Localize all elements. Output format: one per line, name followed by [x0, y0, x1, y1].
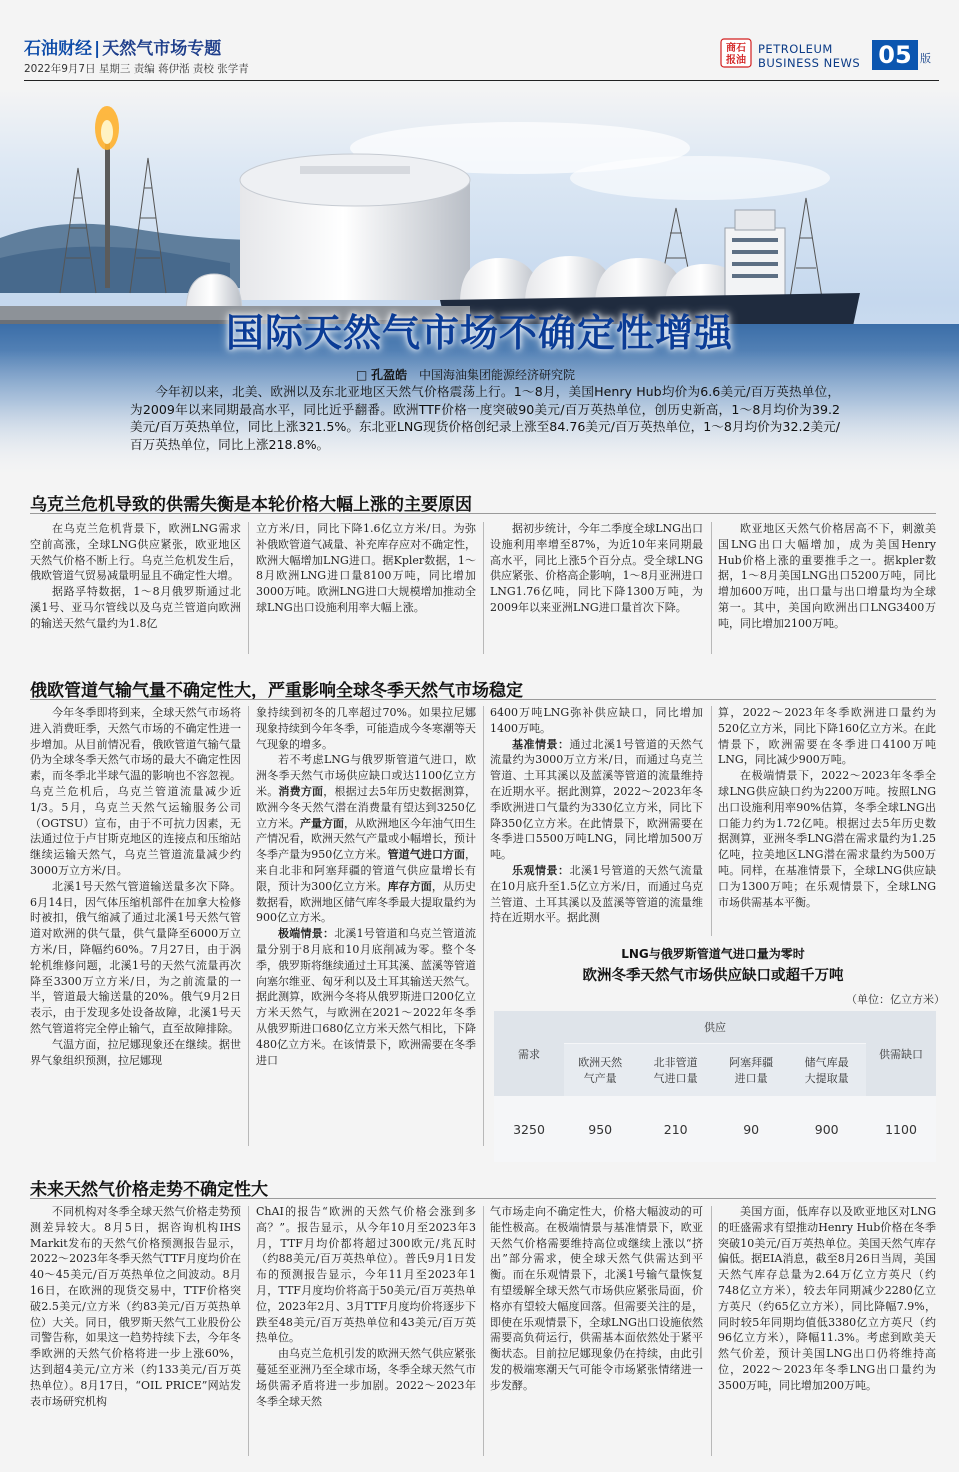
column-divider [248, 706, 249, 1146]
page-suffix: 版 [920, 52, 931, 65]
paragraph: 不同机构对冬季全球天然气价格走势预测差异较大。8月5日，据咨询机构IHS Markit发布的天然气价格预测报告显示，2022～2023年冬季天然气TTF月度均价在40～45美元/百万英热单位之间波动。8月16日，在欧洲的现货交易中，TTF价格突破2.5美元/立方米（约83美元/百万英热单位）大关。同日，俄罗斯天然气工业股份公司警告称，如果这一趋势持续下去，今年冬季欧洲的天然气价格将进一步上涨60%，达到超4美元/立方米（约133美元/百万英热单位）。8月17日，“OIL PRICE”网站发表市场研究机构 [30, 1205, 241, 1408]
paper-name [758, 42, 860, 70]
table-subtitle: LNG与俄罗斯管道气进口量为零时 [621, 947, 805, 961]
byline [356, 366, 575, 383]
bold-lead-in: 库存方面 [387, 879, 432, 893]
table-title: 欧洲冬季天然气市场供应缺口或超千万吨 [582, 968, 844, 984]
author-name: 孔盈皓 [371, 368, 408, 382]
bold-lead-in: 产量方面 [300, 816, 344, 830]
column-divider [711, 1206, 712, 1456]
dateline: 2022年9月7日 星期三 责编 蒋伊湉 责校 张学青 [24, 63, 249, 75]
paper-name-line2: BUSINESS NEWS [758, 56, 861, 70]
column-divider [483, 522, 484, 654]
column-divider [711, 706, 712, 936]
header-supply: 供应 [564, 1011, 866, 1044]
section2-column-1 [30, 705, 241, 1068]
section2-column-2 [256, 705, 476, 1068]
newspaper-logo-icon [720, 38, 752, 68]
cell-north-africa-import: 210 [663, 1121, 688, 1137]
bold-lead-in: 乐观情景： [512, 863, 570, 877]
paragraph: 在极端情景下，2022～2023年冬季全球LNG供应缺口约为2200万吨。按照LNG出口设施利用率90%估算，冬季全球LNG出口能力约为1.72亿吨。根据过去5年历史数据测算，亚洲冬季LNG潜在需求量约为1.25亿吨，拉美地区LNG潜在需求量约为500万吨。同样，在基准情景下，全球LNG供应缺口为1300万吨；在乐观情景下，全球LNG市场供需基本平衡。 [718, 769, 936, 909]
section-name: 天然气市场专题 [102, 39, 222, 59]
paragraph: 气市场走向不确定性大，价格大幅波动的可能性极高。在极端情景与基准情景下，欧亚天然气价格需要维持高位或继续上涨以“挤出”部分需求，使全球天然气供需达到平衡。而在乐观情景下，北溪1号输气量恢复有望缓解全球天然气市场供应紧张局面，价格亦有望较大幅度回落。但需要关注的是，即使在乐观情景下，全球LNG出口设施依然需要高负荷运行，供需基本面依然处于紧平衡状态。目前拉尼娜现象仍在持续，由此引发的极端寒潮天气可能令市场紧张情绪进一步发酵。 [490, 1205, 703, 1392]
paragraph: 美国方面，低库存以及欧亚地区对LNG的旺盛需求有望推动Henry Hub价格在冬季突破10美元/百万英热单位。美国天然气库存偏低。据EIA消息，截至8月26日当周，美国天然气库存总量为2.64万亿立方英尺（约748亿立方米），较去年同期减少2280亿立方英尺（约65亿立方米），同比降幅7.9%，同时较5年同期均值低3380亿立方英尺（约96亿立方米），降幅11.3%。考虑到欧美天然气价差，预计美国LNG出口仍将维持高位，2022～2023年冬季LNG出口量约为3500万吨，同比增加200万吨。 [718, 1205, 936, 1392]
paper-name-line1: PETROLEUM [758, 42, 833, 56]
paragraph [256, 752, 476, 926]
article-lede: 今年初以来，北美、欧洲以及东北亚地区天然气价格震荡上行。1～8月，美国Henry Hub均价为6.6美元/百万英热单位，为2009年以来同期最高水平，同比近乎翻番。欧洲TTF价格一度突破90美元/百万英热单位，创历史新高，1～8月均价为39.2美元/百万英热单位，同比上涨321.5%。东北亚LNG现货价格创纪录上涨至84.76美元/百万英热单位，1～8月均价为32.2美元/百万英热单位，同比上涨218.8%。 [130, 384, 840, 452]
cell-eu-production: 950 [588, 1121, 613, 1137]
bold-lead-in: 消费方面 [278, 784, 324, 798]
author-affiliation: 中国海油集团能源经济研究院 [419, 368, 576, 382]
column-divider [483, 706, 484, 1146]
paragraph: 气温方面，拉尼娜现象还在继续。据世界气象组织预测，拉尼娜现 [30, 1037, 241, 1067]
paragraph: ChAI的报告“欧洲的天然气价格会涨到多高？”。报告显示，从今年10月至2023年3月，TTF月均价都将超过300欧元/兆瓦时（约88美元/百万英热单位）。普氏9月1日发布的预测报告显示，今年11月至2023年1月，TTF月度均价将高于50美元/百万英热单位，2023年2月、3月TTF月度均价将逐步下跌至48美元/百万英热单位和43美元/百万英热单位。 [256, 1205, 476, 1345]
paragraph: 欧亚地区天然气价格居高不下，刺激美国LNG出口大幅增加，成为美国Henry Hub价格上涨的重要推手之一。据kpler数据，1～8月美国LNG出口5200万吨，同比增加600万吨，出口量与出口增量均为全球第一。其中，美国向欧洲出口LNG3400万吨，同比增加2100万吨。 [718, 522, 936, 630]
masthead-divider: | [94, 39, 101, 59]
table-row [494, 1096, 936, 1162]
section3-column-2 [256, 1204, 476, 1409]
bold-lead-in: 基准情景： [512, 737, 570, 751]
brand-name: 石油财经 [24, 39, 92, 59]
header-storage-withdrawal: 储气库最大提取量 [804, 1056, 849, 1085]
paragraph: 6400万吨LNG弥补供应缺口，同比增加1400万吨。 [490, 706, 703, 735]
section2-column-4 [718, 705, 936, 910]
page-number-badge: 05 [872, 40, 918, 70]
paragraph: 北溪1号天然气管道输送量多次下降。6月14日，因气体压缩机部件在加拿大检修时被扣，俄气缩减了通过北溪1号天然气管道对欧洲的供气量，供气量降至6000万立方米/日，降幅约60%。7月27日，由于涡轮机维修问题，北溪1号的天然气流量再次降至3300万立方米/日，为之前流量的一半，管道最大输送量的20%。俄气9月2日表示，由于发现多处设备故障，北溪1号天然气管道将完全停止输气，直至故障排除。 [30, 879, 241, 1035]
section3-column-1 [30, 1204, 241, 1409]
section3-rule [30, 1198, 936, 1199]
section3-column-4 [718, 1204, 936, 1394]
paragraph: 象持续到初冬的几率超过70%。如果拉尼娜现象持续到今年冬季，可能造成今冬寒潮等天气现象的增多。 [256, 706, 476, 751]
section3-heading: 未来天然气价格走势不确定性大 [30, 1180, 268, 1200]
article-title: 国际天然气市场不确定性增强 [225, 311, 733, 355]
paragraph: 今年冬季即将到来，全球天然气市场将进入消费旺季，天然气市场的不确定性进一步增加。从目前情况看，俄欧管道气输气量仍为全球冬季天然气市场的最大不确定性因素，而冬季北半球气温的影响也不容忽视。乌克兰危机后，乌克兰管道流量减少近1/3。5月，乌克兰天然气运输服务公司（OGTSU）宣布，由于不可抗力因素，无法通过位于卢甘斯克地区的连接点和压缩站继续运输天然气，乌克兰管道流量减少约3000万立方米/日。 [30, 706, 241, 877]
cell-gap: 1100 [885, 1121, 917, 1137]
paragraph: 算，2022～2023年冬季欧洲进口量约为520亿立方米，同比下降160亿立方米。在此情景下，欧洲需要在冬季进口4100万吨LNG，同比减少900万吨。 [718, 706, 936, 767]
text-run: ，根据过去5年历史数据测算，欧洲今冬天然气潜在消费量有望达到3250亿立方米。 [256, 784, 477, 830]
paragraph [490, 863, 703, 926]
header-demand: 需求 [518, 1047, 540, 1061]
text-run: 通过北溪1号管道的天然气流量约为3000万立方米/日，而通过乌克兰管道、土耳其溪以及蓝溪等管道的流量维持在近期水平。据此测算，2022～2023年冬季欧洲进口气量约为330亿立方米，同比下降350亿立方米。在此情景下，欧洲需要在冬季进口5500万吨LNG，同比增加500万吨。 [490, 737, 703, 862]
text-run: ，从欧洲地区今年油气田生产情况看，欧洲天然气产量或小幅增长，预计冬季产量为950亿立方米。 [256, 816, 476, 862]
section1-heading: 乌克兰危机导致的供需失衡是本轮价格大幅上涨的主要原因 [30, 495, 472, 515]
text-run: 若不考虑LNG与俄罗斯管道气进口，欧洲冬季天然气市场供应缺口或达1100亿立方米。 [256, 753, 476, 798]
section-masthead [24, 34, 221, 59]
column-divider [248, 522, 249, 654]
section1-column-1 [30, 521, 241, 632]
table-unit: （单位：亿立方米） [846, 993, 945, 1006]
bold-lead-in: 管道气进口方面 [387, 848, 465, 862]
text-run: 北溪1号管道的天然气流量在10月底升至1.5亿立方米/日，而通过乌克兰管道、土耳其溪以及蓝溪等管道的流量维持在近期水平。据此测 [490, 863, 703, 925]
paragraph [490, 737, 703, 863]
paragraph: 在乌克兰危机背景下，欧洲LNG需求空前高涨，全球LNG供应紧张，欧亚地区天然气价格不断上行。乌克兰危机发生后，俄欧管道气贸易减量明显且不确定性大增。 [30, 522, 241, 583]
cell-demand: 3250 [513, 1121, 545, 1137]
text-run: 北溪1号管道和乌克兰管道流量分别于8月底和10月底削减为零。整个冬季，俄罗斯将继续通过土耳其溪、蓝溪等管道向塞尔维亚、匈牙利以及土耳其输送天然气。据此测算，欧洲今冬将从俄罗斯进口200亿立方米天然气，与欧洲在2021～2022年冬季从俄罗斯进口680亿立方米天然气相比，下降480亿立方米。在该情景下，欧洲需要在冬季进口 [256, 927, 477, 1067]
header-eu-production: 欧洲天然气产量 [578, 1056, 623, 1085]
section2-rule [30, 699, 936, 700]
section3-column-3 [490, 1204, 703, 1394]
column-divider [483, 1206, 484, 1456]
paragraph [256, 926, 476, 1068]
supply-gap-table [494, 1011, 936, 1162]
author-mark: □ [356, 368, 368, 382]
header-north-africa-import: 北非管道气进口量 [653, 1056, 698, 1085]
paragraph: 据路孚特数据，1～8月俄罗斯通过北溪1号、亚马尔管线以及乌克兰管道向欧洲的输送天然气量约为1.8亿 [30, 585, 241, 630]
section1-column-4 [718, 521, 936, 632]
paragraph: 立方米/日，同比下降1.6亿立方米/日。为弥补俄欧管道气减量、补充库存应对不确定性，欧洲大幅增加LNG进口。据Kpler数据，1～8月欧洲LNG进口量8100万吨，同比增加3000万吨。欧洲LNG进口大规模增加推动全球LNG出口设施利用率大幅上涨。 [256, 522, 476, 614]
section1-column-2 [256, 521, 476, 616]
paragraph: 据初步统计，今年二季度全球LNG出口设施利用率增至87%，为近10年来同期最高水平，同比上涨5个百分点。受全球LNG供应紧张、价格高企影响，1～8月亚洲进口LNG1.76亿吨，同比下降1300万吨，为2009年以来亚洲LNG进口量首次下降。 [490, 522, 703, 614]
text-run: ，从历史数据看，欧洲地区储气库冬季最大提取量约为900亿立方米。 [256, 879, 477, 925]
bold-lead-in: 极端情景： [278, 927, 335, 941]
column-divider [711, 522, 712, 654]
section2-column-3 [490, 705, 703, 926]
cell-storage-withdrawal: 900 [814, 1121, 839, 1137]
text-run: ，来自北非和阿塞拜疆的管道气供应量增长有限，预计为300亿立方米。 [256, 848, 476, 893]
cell-azerbaijan-import: 90 [743, 1121, 760, 1137]
logo-text-bottom: 报油 [726, 55, 746, 66]
header-azerbaijan-import: 阿塞拜疆进口量 [729, 1056, 774, 1085]
paragraph: 由乌克兰危机引发的欧洲天然气供应紧张蔓延至亚洲乃至全球市场，冬季全球天然气市场供需矛盾将进一步加剧。2022～2023年冬季全球天然 [256, 1347, 476, 1408]
section1-rule [30, 513, 936, 514]
header-rule [24, 80, 939, 81]
header-gap: 供需缺口 [879, 1047, 923, 1061]
section1-column-3 [490, 521, 703, 616]
section2-heading: 俄欧管道气输气量不确定性大，严重影响全球冬季天然气市场稳定 [30, 681, 523, 701]
column-divider [248, 1206, 249, 1456]
logo-text-top: 商石 [726, 43, 746, 54]
